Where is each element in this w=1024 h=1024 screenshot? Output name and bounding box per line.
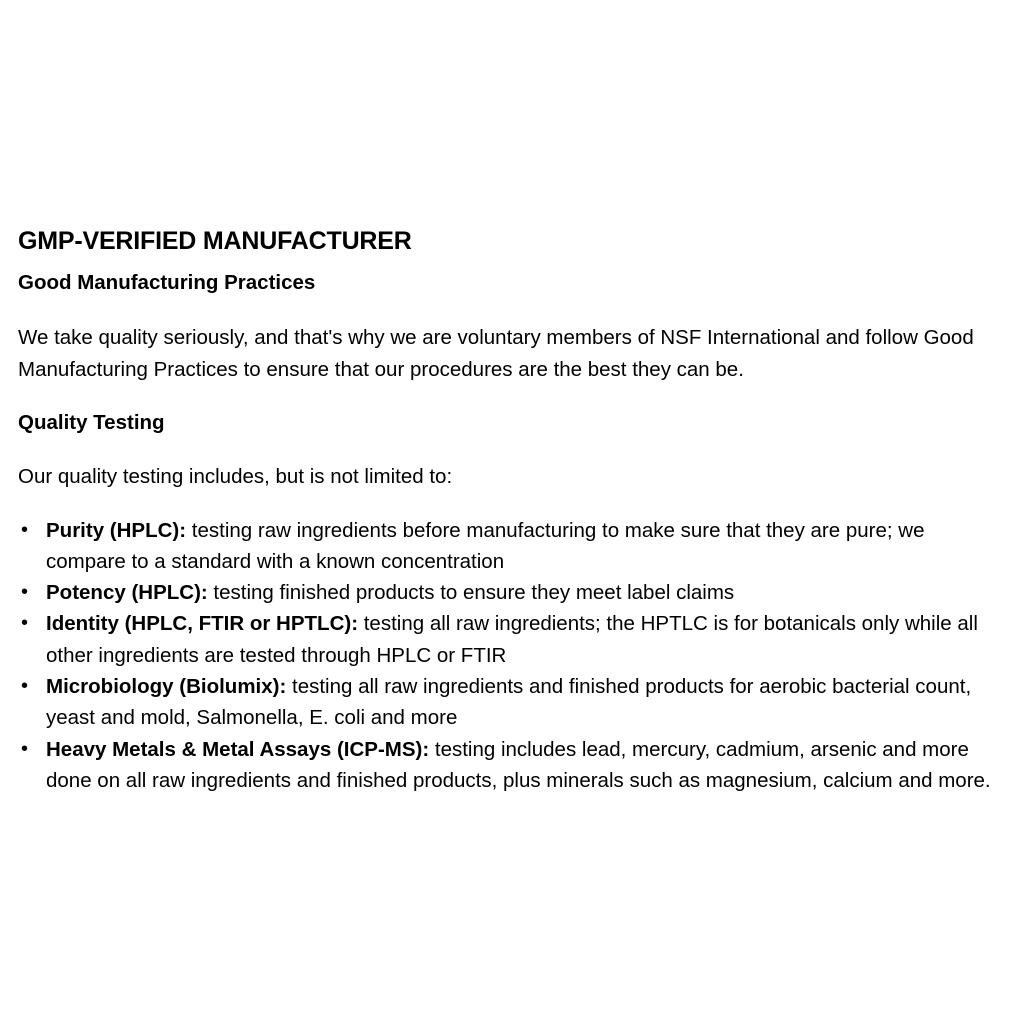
- list-item-text: testing raw ingredients before manufacturing to make sure that they are pure; we compare to a standard with a known concentration: [46, 518, 925, 573]
- list-item-purity: [18, 515, 1008, 578]
- list-item-label: Purity (HPLC):: [46, 518, 187, 542]
- bullet-icon: •: [21, 581, 29, 604]
- list-item-microbiology: [18, 671, 1008, 734]
- bullet-icon: •: [21, 737, 29, 760]
- quality-testing-heading: Quality Testing: [18, 411, 165, 434]
- list-item-label: Microbiology (Biolumix):: [46, 674, 287, 698]
- list-item-potency: [18, 577, 1008, 608]
- list-item-label: Identity (HPLC, FTIR or HPTLC):: [46, 612, 359, 636]
- bullet-icon: •: [21, 612, 29, 635]
- list-item-label: Heavy Metals & Metal Assays (ICP-MS):: [46, 737, 430, 761]
- gmp-paragraph: We take quality seriously, and that's why we are voluntary members of NSF International and follow Good Manufacturing Practices to ensure that our procedures are the best they can be.: [18, 326, 974, 381]
- list-item-text: testing finished products to ensure they meet label claims: [207, 581, 735, 605]
- page-title: GMP-VERIFIED MANUFACTURER: [18, 227, 412, 255]
- gmp-heading: Good Manufacturing Practices: [18, 271, 316, 294]
- bullet-icon: •: [21, 518, 29, 541]
- quality-testing-intro: Our quality testing includes, but is not limited to:: [18, 465, 453, 488]
- quality-testing-list: [18, 515, 1008, 797]
- list-item-label: Potency (HPLC):: [46, 581, 208, 605]
- list-item-text: testing all raw ingredients and finished products for aerobic bacterial count, yeast and mold, Salmonella, E. coli and more: [46, 674, 972, 730]
- list-item-heavy-metals: [18, 734, 1008, 797]
- list-item-text: testing includes lead, mercury, cadmium, arsenic and more done on all raw ingredients and finished products, plus minerals such as magnesium, calcium and more.: [46, 737, 991, 792]
- document-content: [18, 224, 1008, 796]
- list-item-text: testing all raw ingredients; the HPTLC is for botanicals only while all other ingredients are tested through HPLC or FTIR: [46, 612, 978, 667]
- list-item-identity: [18, 608, 1008, 671]
- bullet-icon: •: [21, 674, 29, 697]
